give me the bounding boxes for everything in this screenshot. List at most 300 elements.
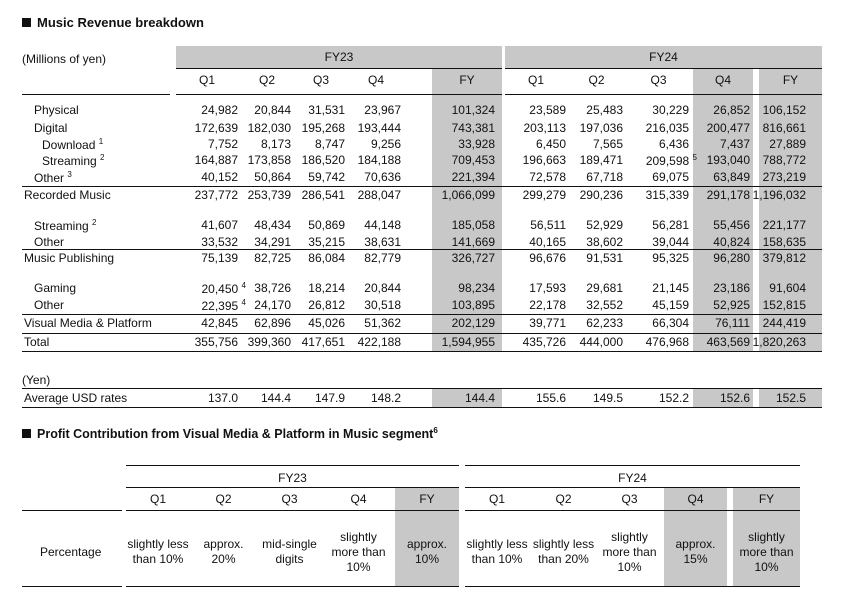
cell-value: 69,075: [652, 170, 689, 184]
column-header: Q4: [714, 73, 731, 87]
cell-value: 23,967: [364, 103, 401, 117]
usd-cell: 148.2: [370, 391, 401, 405]
percentage-cell: [598, 530, 661, 575]
cell-footnote: 5: [692, 153, 697, 162]
fy24-header: FY24: [618, 471, 647, 485]
table-cell: [308, 251, 345, 265]
cell-value: 1,820,263: [752, 335, 806, 349]
table-cell: [201, 170, 238, 184]
table-cell: [523, 335, 566, 349]
table-cell: [763, 235, 806, 249]
row-label: [42, 153, 105, 168]
row-label: [34, 235, 64, 249]
cell-value: 189,471: [579, 153, 623, 167]
table-cell: [315, 137, 345, 151]
row-divider: [126, 586, 459, 587]
cell-value: 22,178: [529, 298, 566, 312]
row-label: [34, 281, 76, 295]
column-header: Q2: [588, 73, 605, 87]
cell-value: 184,188: [357, 153, 401, 167]
table-cell: [358, 335, 401, 349]
percentage-line: slightly: [748, 529, 785, 544]
table-cell: [248, 335, 291, 349]
cell-value: 1,196,032: [752, 188, 806, 202]
usd-cell: 149.5: [592, 391, 623, 405]
table-cell: [763, 153, 806, 167]
header-divider: [505, 68, 822, 69]
cell-value: 26,852: [713, 103, 750, 117]
cell-value: 34,291: [254, 235, 291, 249]
cell-value: 96,676: [529, 251, 566, 265]
table-cell: [195, 335, 238, 349]
row-divider: [22, 186, 822, 187]
row-divider: [22, 94, 170, 95]
cell-value: 7,437: [719, 137, 750, 151]
table-cell: [593, 137, 623, 151]
cell-value: 24,982: [201, 103, 238, 117]
cell-value: 56,511: [530, 218, 566, 232]
row-label: [34, 103, 79, 117]
percentage-row-label: Percentage: [40, 545, 102, 559]
table-cell: [652, 298, 689, 312]
cell-value: 182,030: [247, 121, 291, 135]
cell-value: 25,483: [586, 103, 623, 117]
table-cell: [529, 298, 566, 312]
percentage-line: slightly: [340, 529, 377, 544]
table-cell: [529, 316, 566, 330]
row-label: [34, 218, 97, 233]
percentage-line: slightly: [611, 529, 648, 544]
cell-value: 209,598: [645, 154, 690, 168]
cell-value: 40,152: [201, 170, 238, 184]
column-header: Q1: [149, 492, 166, 506]
table-cell: [201, 103, 238, 117]
cell-value: 1,594,955: [441, 335, 495, 349]
column-header: Q3: [650, 73, 667, 87]
percentage-cell: [532, 537, 595, 567]
percentage-cell: [257, 537, 322, 567]
table-cell: [530, 218, 566, 232]
percentage-line: approx.: [203, 537, 244, 551]
cell-value: 315,339: [645, 188, 689, 202]
cell-value: 82,779: [364, 251, 401, 265]
row-label-text: Total: [24, 335, 50, 349]
table-cell: [371, 137, 401, 151]
table-cell: [652, 251, 689, 265]
cell-value: 200,477: [706, 121, 750, 135]
cell-value: 193,444: [357, 121, 401, 135]
table-cell: [254, 251, 291, 265]
percentage-line: 10%: [414, 552, 440, 566]
cell-value: 7,565: [592, 137, 623, 151]
cell-value: 38,726: [254, 281, 291, 295]
percentage-line: 10%: [346, 559, 371, 574]
table-cell: [302, 121, 345, 135]
table-cell: [769, 281, 806, 295]
cell-value: 75,139: [201, 251, 238, 265]
fy23-header: FY23: [324, 50, 354, 64]
percentage-line: 15%: [683, 552, 708, 566]
cell-value: 24,170: [254, 298, 291, 312]
percentage-cell: [193, 537, 254, 567]
cell-value: 67,718: [586, 170, 623, 184]
cell-value: 41,607: [201, 218, 238, 232]
cell-value: 286,541: [301, 188, 345, 202]
row-label-text: Gaming: [34, 281, 77, 295]
cell-value: 290,236: [579, 188, 623, 202]
row-label: [24, 335, 49, 349]
column-header: Q2: [555, 492, 572, 506]
percentage-line: approx.: [675, 537, 716, 551]
cell-value: 8,173: [260, 137, 291, 151]
table-cell: [536, 137, 566, 151]
cell-value: 158,635: [762, 235, 806, 249]
table-cell: [201, 251, 238, 265]
section-title-revenue: [22, 15, 204, 30]
cell-value: 6,450: [535, 137, 566, 151]
table-cell: [707, 153, 750, 167]
table-cell: [523, 153, 566, 167]
cell-value: 203,113: [523, 121, 566, 135]
table-cell: [202, 281, 247, 296]
row-label-text: Streaming: [34, 219, 89, 233]
cell-value: 62,896: [254, 316, 291, 330]
cell-value: 35,215: [308, 235, 345, 249]
usd-cell: 152.2: [658, 391, 689, 405]
cell-value: 444,000: [579, 335, 623, 349]
cell-value: 788,772: [762, 153, 806, 167]
cell-value: 48,434: [254, 218, 291, 232]
cell-value: 63,849: [713, 170, 750, 184]
table-cell: [254, 170, 291, 184]
cell-value: 21,145: [652, 281, 689, 295]
row-label-text: Other: [34, 298, 65, 312]
row-label-text: Recorded Music: [24, 188, 111, 202]
table-cell: [452, 251, 495, 265]
header-divider: [176, 68, 502, 69]
cell-value: 417,651: [301, 335, 345, 349]
row-divider: [126, 510, 459, 511]
row-footnote: 2: [92, 218, 97, 227]
cell-footnote: 4: [241, 298, 246, 307]
row-label-text: Digital: [34, 121, 68, 135]
cell-value: 7,752: [207, 137, 238, 151]
row-divider: [465, 510, 800, 511]
row-footnote: 2: [100, 153, 105, 162]
row-label-text: Other: [34, 235, 65, 249]
cell-value: 291,178: [706, 188, 750, 202]
cell-value: 33,532: [201, 235, 238, 249]
usd-cell: 144.4: [260, 391, 291, 405]
table-cell: [254, 298, 291, 312]
cell-footnote: 4: [241, 281, 246, 290]
table-cell: [652, 103, 689, 117]
row-label-text: Visual Media & Platform: [24, 316, 152, 330]
table-cell: [248, 153, 291, 167]
cell-value: 193,040: [706, 153, 750, 167]
table-cell: [586, 281, 623, 295]
cell-value: 816,661: [762, 121, 806, 135]
table-cell: [753, 188, 806, 202]
cell-value: 379,812: [762, 251, 806, 265]
column-header: Q4: [687, 492, 704, 506]
cell-value: 70,636: [364, 170, 401, 184]
table-cell: [646, 153, 697, 168]
cell-value: 195,268: [301, 121, 345, 135]
unit-label: (Millions of yen): [22, 52, 107, 66]
table-cell: [580, 335, 623, 349]
table-cell: [358, 153, 401, 167]
table-cell: [580, 121, 623, 135]
table-cell: [763, 170, 806, 184]
percentage-line: more than: [331, 544, 386, 559]
row-divider: [176, 94, 502, 95]
table-cell: [248, 188, 291, 202]
table-cell: [308, 235, 345, 249]
table-cell: [364, 298, 401, 312]
table-cell: [254, 218, 291, 232]
column-header: Q1: [527, 73, 544, 87]
table-cell: [586, 298, 623, 312]
row-label: [24, 316, 152, 330]
row-footnote: 1: [98, 137, 104, 146]
table-cell: [713, 218, 750, 232]
cell-value: 244,419: [762, 316, 806, 330]
table-cell: [707, 188, 750, 202]
cell-value: 76,111: [715, 316, 750, 330]
table-cell: [261, 137, 291, 151]
percentage-line: 10%: [617, 559, 642, 574]
table-cell: [442, 188, 495, 202]
table-cell: [586, 235, 623, 249]
cell-value: 82,725: [254, 251, 291, 265]
cell-value: 40,824: [713, 235, 750, 249]
table-cell: [358, 121, 401, 135]
cell-value: 288,047: [357, 188, 401, 202]
table-cell: [308, 103, 345, 117]
column-header: FY: [459, 73, 475, 87]
table-cell: [254, 316, 291, 330]
column-header: Q3: [281, 492, 298, 506]
table-cell: [580, 188, 623, 202]
cell-value: 55,456: [713, 218, 750, 232]
cell-value: 326,727: [451, 251, 495, 265]
table-cell: [529, 103, 566, 117]
percentage-cell: [465, 537, 529, 567]
cell-value: 32,552: [586, 298, 623, 312]
row-divider: [22, 314, 822, 315]
cell-value: 172,639: [194, 121, 238, 135]
table-cell: [652, 235, 689, 249]
table-cell: [248, 121, 291, 135]
percentage-line: slightly less: [532, 537, 595, 551]
cell-value: 29,681: [586, 281, 623, 295]
table-cell: [529, 281, 566, 295]
table-cell: [763, 121, 806, 135]
cell-value: 44,148: [364, 218, 401, 232]
table-cell: [195, 153, 238, 167]
cell-value: 20,844: [364, 281, 401, 295]
cell-value: 96,280: [713, 251, 750, 265]
cell-value: 98,234: [458, 281, 495, 295]
table-cell: [452, 121, 495, 135]
cell-value: 66,304: [652, 316, 689, 330]
cell-value: 95,325: [652, 251, 689, 265]
row-divider: [22, 333, 822, 334]
column-header: Q1: [198, 73, 215, 87]
section-title-profit: [22, 426, 438, 441]
row-footnote: 3: [67, 170, 72, 179]
row-divider: [505, 94, 822, 95]
row-divider: [126, 487, 459, 488]
table-cell: [452, 235, 495, 249]
cell-value: 103,895: [451, 298, 495, 312]
cell-value: 38,631: [364, 235, 401, 249]
percentage-line: mid-single: [262, 537, 317, 551]
table-cell: [308, 170, 345, 184]
row-divider: [465, 487, 800, 488]
row-label: [42, 137, 103, 152]
square-bullet-icon: [22, 429, 31, 438]
profit-title-text: Profit Contribution from Visual Media & Platform in Music segment: [37, 427, 434, 442]
table-cell: [458, 137, 495, 151]
cell-value: 216,035: [645, 121, 689, 135]
yen-label: (Yen): [22, 373, 51, 387]
table-cell: [586, 170, 623, 184]
column-header: FY: [419, 492, 435, 506]
cell-value: 22,395: [201, 299, 239, 313]
cell-value: 422,188: [357, 335, 401, 349]
percentage-line: than 10%: [132, 552, 184, 566]
cell-value: 31,531: [308, 103, 345, 117]
table-cell: [302, 188, 345, 202]
row-label-text: Download: [42, 138, 96, 152]
table-cell: [652, 218, 689, 232]
usd-row-label: Average USD rates: [24, 391, 128, 405]
row-divider: [22, 586, 122, 587]
table-cell: [713, 235, 750, 249]
table-cell: [659, 137, 689, 151]
table-cell: [707, 335, 750, 349]
row-divider: [465, 465, 800, 466]
cell-value: 52,925: [713, 298, 750, 312]
cell-value: 59,742: [308, 170, 345, 184]
cell-value: 6,436: [658, 137, 689, 151]
table-cell: [452, 298, 495, 312]
table-cell: [364, 170, 401, 184]
table-cell: [529, 251, 566, 265]
cell-value: 253,739: [247, 188, 291, 202]
table-cell: [769, 137, 806, 151]
cell-value: 164,887: [194, 153, 238, 167]
table-cell: [201, 218, 238, 232]
percentage-cell: [126, 537, 190, 567]
cell-value: 476,968: [645, 335, 689, 349]
row-divider: [22, 249, 822, 250]
table-cell: [364, 281, 401, 295]
table-cell: [452, 170, 495, 184]
percentage-cell: [325, 530, 392, 575]
column-header: Q3: [312, 73, 329, 87]
table-cell: [254, 103, 291, 117]
cell-value: 56,281: [652, 218, 689, 232]
cell-value: 399,360: [247, 335, 291, 349]
cell-value: 38,602: [586, 235, 623, 249]
cell-value: 743,381: [451, 121, 495, 135]
column-header: FY: [758, 492, 775, 506]
percentage-line: than 10%: [471, 552, 523, 566]
cell-value: 101,324: [451, 103, 495, 117]
cell-value: 355,756: [194, 335, 238, 349]
table-cell: [364, 251, 401, 265]
table-cell: [308, 218, 345, 232]
cell-value: 709,453: [451, 153, 495, 167]
cell-value: 196,663: [522, 153, 566, 167]
table-cell: [763, 251, 806, 265]
profit-title-footnote: 6: [433, 426, 438, 435]
percentage-line: 20%: [211, 552, 236, 566]
column-header: Q2: [258, 73, 275, 87]
table-cell: [364, 218, 401, 232]
cell-value: 62,233: [586, 316, 623, 330]
cell-value: 72,578: [529, 170, 566, 184]
square-bullet-icon: [22, 18, 31, 27]
cell-value: 20,450: [201, 282, 239, 296]
usd-cell: 152.6: [719, 391, 750, 405]
table-cell: [208, 137, 238, 151]
percentage-line: slightly less: [466, 537, 528, 551]
table-cell: [720, 137, 750, 151]
table-cell: [646, 188, 689, 202]
usd-cell: 137.0: [207, 391, 238, 405]
percentage-cell: [733, 530, 800, 575]
table-cell: [364, 235, 401, 249]
cell-value: 40,165: [529, 235, 566, 249]
cell-value: 106,152: [762, 103, 806, 117]
table-cell: [254, 235, 291, 249]
cell-value: 17,593: [529, 281, 566, 295]
column-header: Q2: [215, 492, 232, 506]
cell-value: 91,604: [769, 281, 806, 295]
cell-value: 50,869: [308, 218, 345, 232]
row-divider: [22, 388, 822, 389]
fy23-header: FY23: [278, 471, 307, 485]
table-cell: [586, 218, 623, 232]
table-cell: [201, 235, 238, 249]
table-cell: [646, 335, 689, 349]
table-cell: [364, 103, 401, 117]
table-cell: [302, 153, 345, 167]
table-cell: [713, 298, 750, 312]
cell-value: 26,812: [308, 298, 345, 312]
column-header: Q1: [488, 492, 505, 506]
table-cell: [713, 170, 750, 184]
column-header: FY: [782, 73, 799, 87]
table-cell: [713, 103, 750, 117]
table-cell: [586, 316, 623, 330]
table-cell: [452, 218, 495, 232]
table-cell: [202, 298, 247, 313]
table-cell: [753, 335, 806, 349]
cell-value: 197,036: [579, 121, 623, 135]
revenue-title-text: Music Revenue breakdown: [37, 15, 204, 30]
column-header: Q4: [350, 492, 367, 506]
cell-value: 23,589: [529, 103, 566, 117]
cell-value: 463,569: [706, 335, 750, 349]
percentage-cell: [395, 537, 459, 567]
table-cell: [580, 153, 623, 167]
row-divider: [22, 407, 822, 408]
